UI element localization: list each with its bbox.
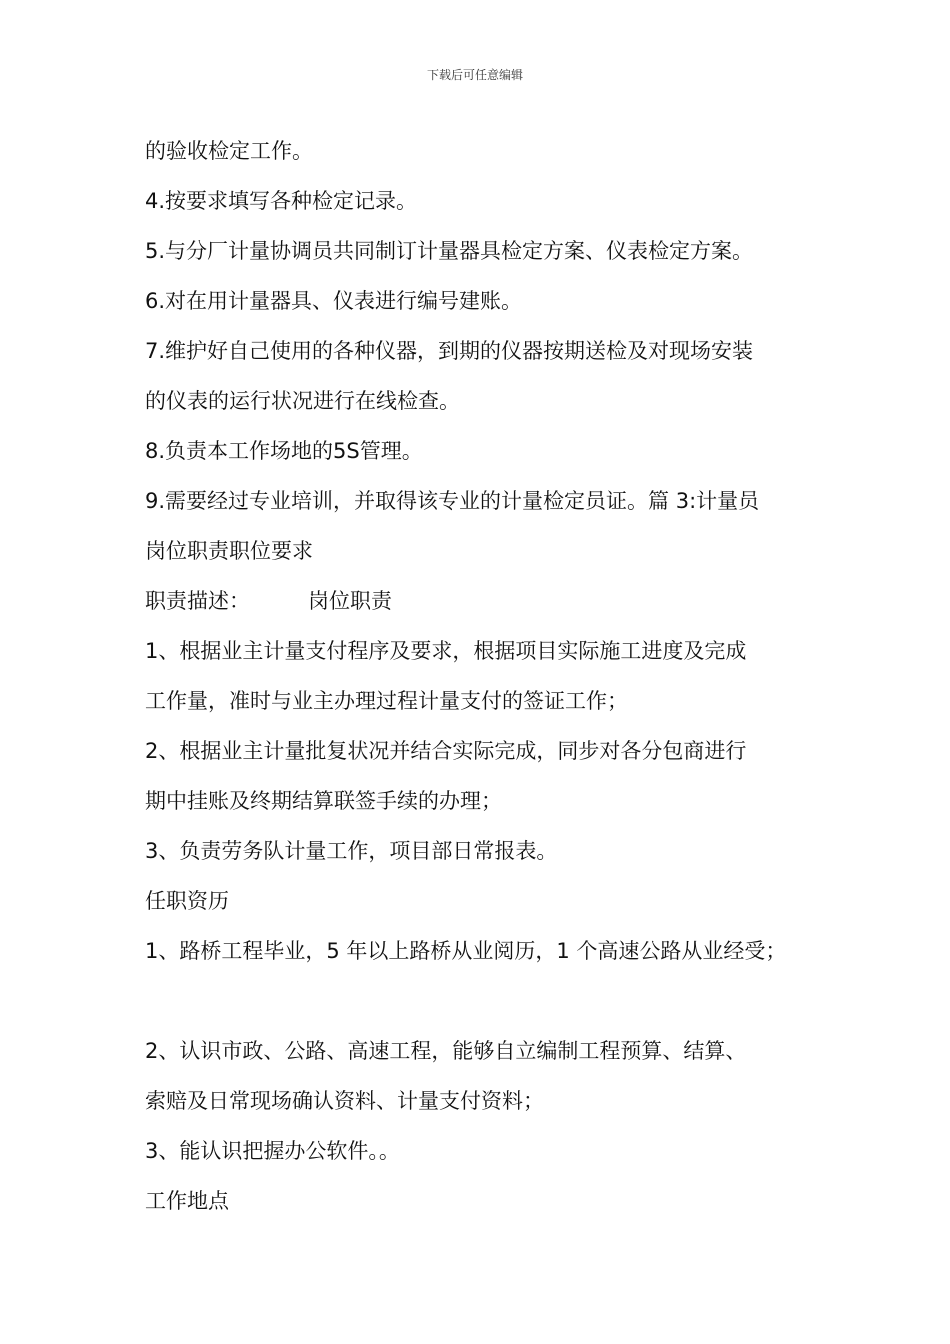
text-line: 工作量，准时与业主办理过程计量支付的签证工作； <box>145 689 628 713</box>
text-line: 7.维护好自己使用的各种仪器，到期的仪器按期送检及对现场安装 <box>145 339 754 363</box>
position-duty-label: 岗位职责 <box>308 589 392 613</box>
text-line: 3、能认识把握办公软件。。 <box>145 1139 400 1163</box>
text-line: 8.负责本工作场地的5S管理。 <box>145 439 423 463</box>
text-line: 期中挂账及终期结算联签手续的办理； <box>145 789 502 813</box>
text-line: 3、负责劳务队计量工作，项目部日常报表。 <box>145 839 558 863</box>
page-header: 下载后可任意编辑 <box>426 68 523 82</box>
text-line: 5.与分厂计量协调员共同制订计量器具检定方案、仪表检定方案。 <box>145 239 754 263</box>
text-line: 1、路桥工程毕业，5 年以上路桥从业阅历，1 个高速公路从业经受； <box>145 939 787 963</box>
section-heading: 工作地点 <box>145 1189 229 1213</box>
text-line: 2、根据业主计量批复状况并结合实际完成，同步对各分包商进行 <box>145 739 747 763</box>
text-line: 6.对在用计量器具、仪表进行编号建账。 <box>145 289 523 313</box>
text-line: 的验收检定工作。 <box>145 139 313 163</box>
duty-description-label: 职责描述： <box>145 589 250 613</box>
text-line: 岗位职责职位要求 <box>145 539 313 563</box>
text-line: 4.按要求填写各种检定记录。 <box>145 189 418 213</box>
section-heading: 任职资历 <box>145 889 229 913</box>
text-line: 1、根据业主计量支付程序及要求，根据项目实际施工进度及完成 <box>145 639 747 663</box>
text-line: 2、认识市政、公路、高速工程，能够自立编制工程预算、结算、 <box>145 1039 747 1063</box>
text-line: 的仪表的运行状况进行在线检查。 <box>145 389 460 413</box>
text-line: 索赔及日常现场确认资料、计量支付资料； <box>145 1089 544 1113</box>
text-line: 9.需要经过专业培训，并取得该专业的计量检定员证。篇 3:计量员 <box>145 489 760 513</box>
text-line-duty <box>145 586 392 616</box>
